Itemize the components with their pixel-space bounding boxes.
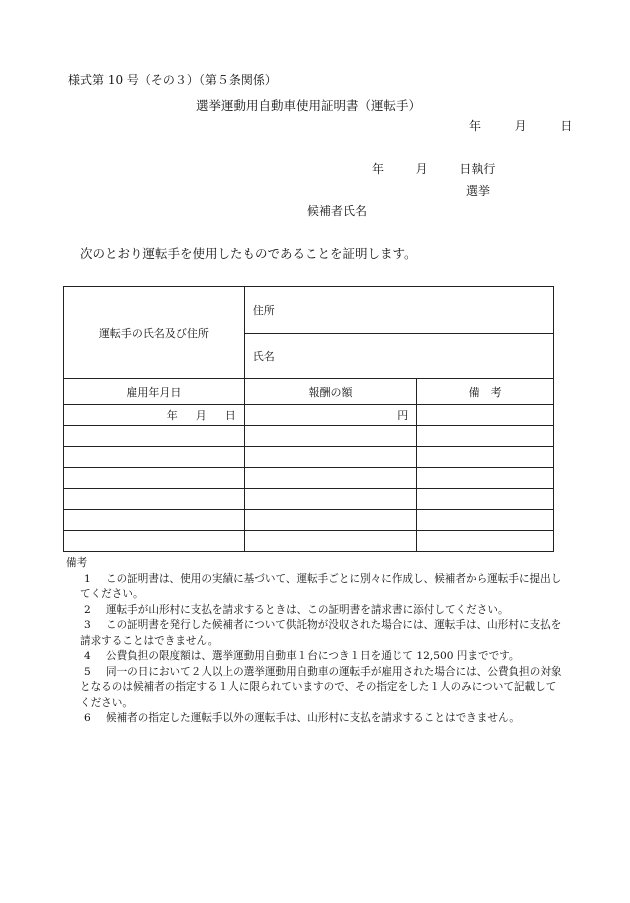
certification-statement: 次のとおり運転手を使用したものであることを証明します。 — [80, 246, 417, 261]
execution-month: 月 — [415, 162, 428, 176]
note-item — [66, 572, 566, 603]
remarks-cell[interactable] — [417, 426, 554, 447]
execution-year: 年 — [372, 162, 385, 176]
remarks-cell[interactable] — [417, 510, 554, 531]
row-month: 月 — [195, 409, 207, 422]
remuneration-cell[interactable] — [244, 447, 417, 468]
note-text: この証明書は、使用の実績に基づいて、運転手ごとに別々に作成し、候補者から運転手に提出してください。 — [80, 572, 562, 600]
note-text: この証明書を発行した候補者について供託物が没収された場合には、運転手は、山形村に支払を請求することはできません。 — [80, 619, 562, 647]
remarks-cell[interactable] — [417, 468, 554, 489]
note-text: 同一の日において２人以上の選挙運動用自動車の運転手が雇用された場合には、公費負担の対象となるのは候補者の指定する１人に限られていますので、その指定をした１人のみについて記載してください。 — [80, 665, 562, 709]
remarks-cell[interactable] — [417, 531, 554, 552]
table-row — [64, 489, 554, 510]
issue-date-day: 日 — [560, 119, 573, 133]
execution-date — [372, 160, 495, 177]
notes-heading: 備考 — [66, 557, 88, 569]
note-item — [66, 603, 566, 619]
remuneration-cell[interactable] — [244, 489, 417, 510]
note-text: 運転手が山形村に支払を請求するときは、この証明書を請求書に添付してください。 — [106, 603, 509, 616]
table-row — [64, 447, 554, 468]
document-title: 選挙運動用自動車使用証明書（運転手） — [196, 98, 422, 113]
election-label: 選挙 — [466, 184, 491, 198]
employment-date-cell[interactable] — [64, 510, 245, 531]
driver-table — [63, 286, 554, 552]
header-remuneration: 報酬の額 — [244, 379, 417, 405]
employment-date-cell[interactable] — [64, 531, 245, 552]
employment-date-cell[interactable] — [64, 405, 245, 426]
remuneration-cell[interactable] — [244, 531, 417, 552]
note-text: 候補者の指定した運転手以外の運転手は、山形村に支払を請求することはできません。 — [106, 712, 520, 724]
remarks-cell[interactable] — [417, 405, 554, 426]
note-text: 公費負担の限度額は、選挙運動用自動車１台につき１日を通じて 12,500 円までです。 — [106, 650, 520, 662]
remuneration-cell[interactable] — [244, 405, 417, 426]
note-number: 1 — [84, 572, 91, 585]
name-label: 氏名 — [252, 350, 275, 363]
form-number: 様式第 10 号（その３）（第５条関係） — [68, 73, 277, 87]
address-label: 住所 — [252, 304, 275, 317]
table-row — [64, 468, 554, 489]
driver-label: 運転手の氏名及び住所 — [98, 326, 209, 340]
notes-section — [66, 556, 566, 727]
remarks-cell[interactable] — [417, 489, 554, 510]
row-yen: 円 — [397, 409, 409, 422]
note-item — [66, 618, 566, 649]
note-number: 3 — [84, 619, 91, 631]
remuneration-cell[interactable] — [244, 426, 417, 447]
remuneration-cell[interactable] — [244, 510, 417, 531]
header-remarks: 備 考 — [417, 379, 554, 405]
row-day: 日 — [224, 409, 236, 422]
employment-date-cell[interactable] — [64, 447, 245, 468]
employment-date-cell[interactable] — [64, 468, 245, 489]
execution-day: 日執行 — [459, 162, 496, 176]
issue-date-month: 月 — [514, 119, 527, 133]
table-row — [64, 405, 554, 426]
table-row — [64, 426, 554, 447]
issue-date-year: 年 — [469, 119, 482, 133]
note-number: 2 — [84, 603, 91, 616]
header-employment-date: 雇用年月日 — [64, 379, 245, 405]
row-year: 年 — [166, 409, 178, 422]
note-item — [66, 649, 566, 665]
note-number: 4 — [84, 650, 91, 662]
table-row — [64, 531, 554, 552]
note-item — [66, 665, 566, 712]
employment-date-cell[interactable] — [64, 489, 245, 510]
remuneration-cell[interactable] — [244, 468, 417, 489]
note-number: 5 — [84, 665, 91, 678]
address-cell[interactable] — [244, 287, 553, 334]
remarks-cell[interactable] — [417, 447, 554, 468]
name-cell[interactable] — [244, 334, 553, 379]
issue-date — [469, 117, 572, 134]
note-item — [66, 711, 566, 727]
employment-date-cell[interactable] — [64, 426, 245, 447]
driver-label-cell — [64, 287, 245, 379]
note-number: 6 — [84, 712, 91, 724]
table-row — [64, 510, 554, 531]
candidate-name-label: 候補者氏名 — [307, 204, 368, 218]
